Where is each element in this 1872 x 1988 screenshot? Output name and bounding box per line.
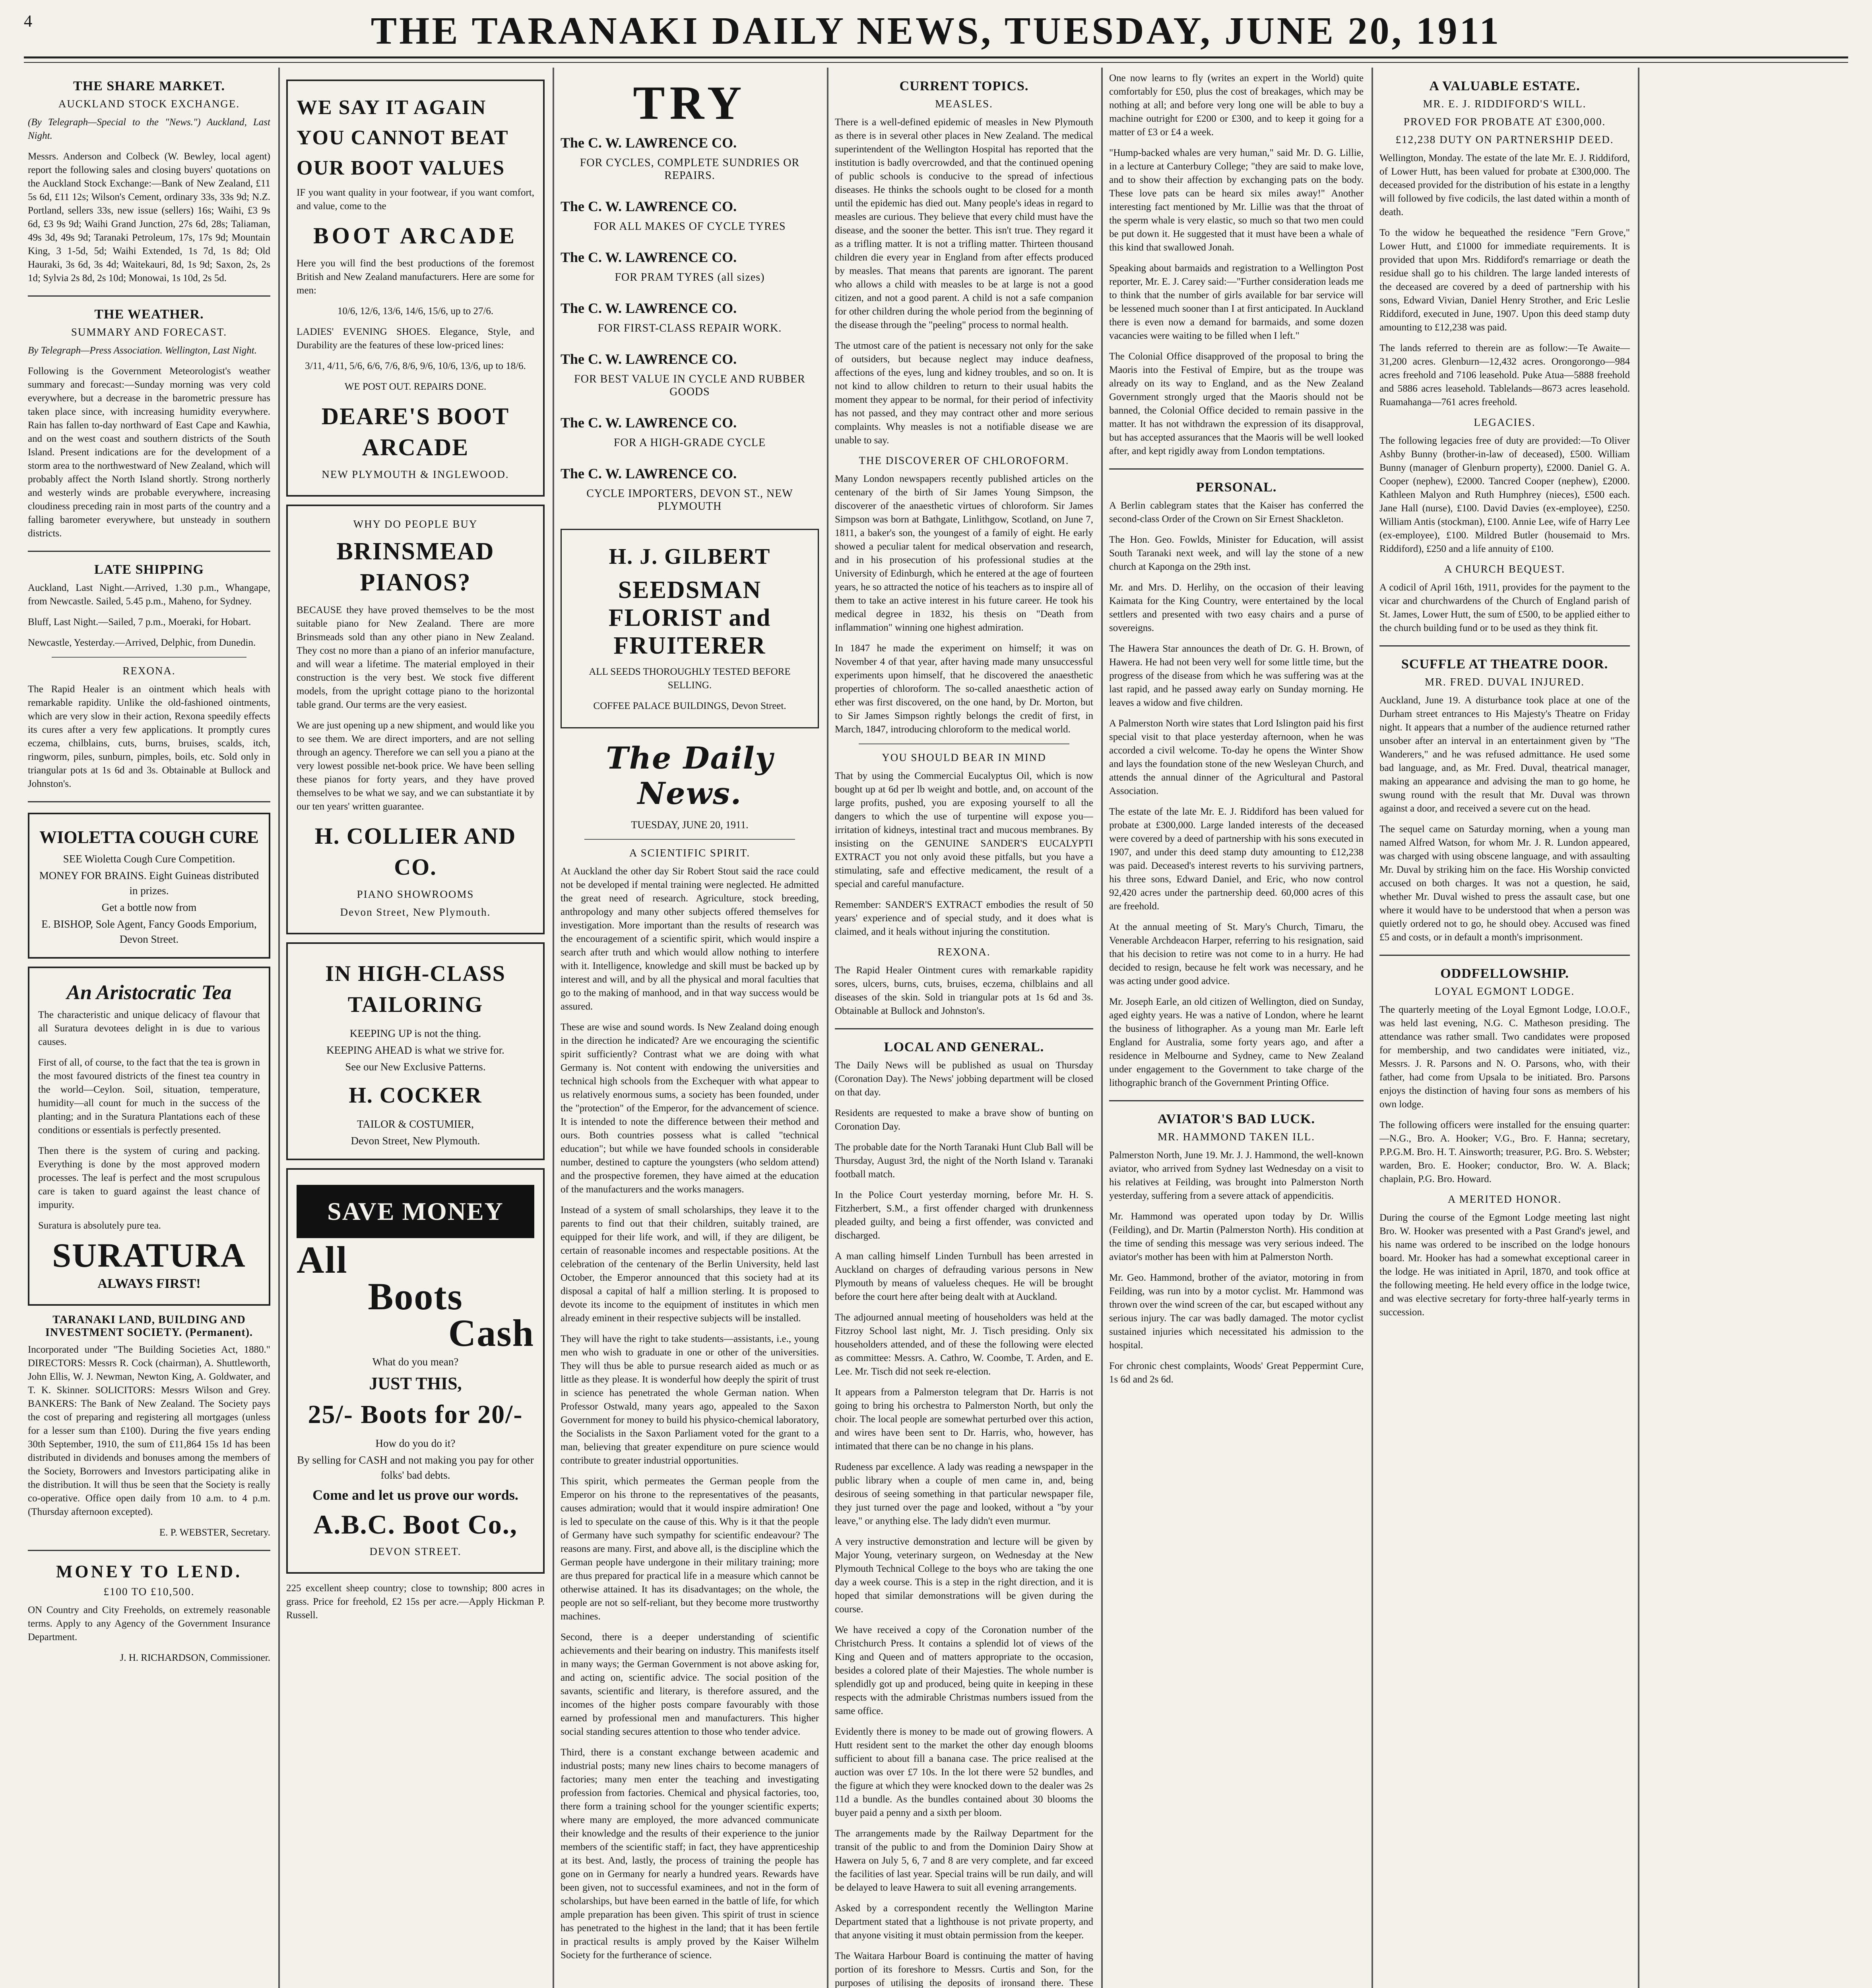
- column-divider: [827, 68, 828, 1988]
- leader-paragraph: Second, there is a deeper understanding of scientific achievements and their bearing on industry. This manifests itself in many ways; the German Government is not above asking for, and acting on, scientific advice. The social position of the savants, scientific and literary, is therefore assured, and the incomes of the higher posts compare favourably with those earned by professional men and manufacturers. This higher social standing secures attention to those who tender advice.: [561, 1632, 819, 1737]
- bear-in-mind-heading: YOU SHOULD BEAR IN MIND: [882, 751, 1046, 763]
- wioletta-line: E. BISHOP, Sole Agent, Fancy Goods Emporium, Devon Street.: [41, 918, 257, 945]
- aviator-paragraph: Mr. Geo. Hammond, brother of the aviator, motoring in from Feilding, was run into by a motor cyclist. Mr. Hammond was thrown over the wind screen of the car, but escaped without any serious injury. The car was badly damaged. The motor cyclist sustained injuries which necessitated his admission to the hospital.: [1109, 1272, 1364, 1351]
- abc-body: By selling for CASH and not making you pay for other folks' bad debts.: [297, 1454, 534, 1481]
- abc-cash: Cash: [448, 1312, 534, 1354]
- rexona-heading-2: REXONA.: [937, 946, 991, 958]
- shipping-heading: LATE SHIPPING: [94, 562, 204, 577]
- lawrence-tag: FOR PRAM TYRES (all sizes): [615, 271, 765, 283]
- abc-come: Come and let us prove our words.: [312, 1487, 518, 1503]
- lawrence-firm: The C. W. LAWRENCE CO.: [561, 300, 737, 316]
- deare-advert: [286, 80, 545, 497]
- lawrence-tag: FOR ALL MAKES OF CYCLE TYRES: [594, 220, 786, 233]
- deare-ladies: LADIES' EVENING SHOES. Elegance, Style, and Durability are the features of these low-priced lines:: [297, 326, 534, 351]
- estate-paragraph: Wellington, Monday. The estate of the late Mr. E. J. Riddiford, of Lower Hutt, has been valued for probate at £300,000. The deceased provided for the distribution of his estate in a lengthy will followed by five codicils, the last dated within a month of death.: [1379, 153, 1630, 217]
- abc-all: All: [297, 1239, 348, 1281]
- leader-heading: A SCIENTIFIC SPIRIT.: [629, 847, 751, 859]
- leader-paragraph: At Auckland the other day Sir Robert Stout said the race could not be developed if mental training were neglected. He admitted the great need of research. Agriculture, stock breeding, anthropology and many other subjects offered themselves for investigation. More important than the results of research was the encouragement of a scientific spirit, which would inspire a search after truth and which would allow nothing to interfere with it. Intelligence, knowledge and skill must be backed up by interest and will, and by all the physical and moral faculties that go to the making of manhood, and in that way success would be assured.: [561, 866, 819, 1012]
- gilbert-body: ALL SEEDS THOROUGHLY TESTED BEFORE SELLING.: [589, 666, 791, 691]
- share-market-subheading: AUCKLAND STOCK EXCHANGE.: [58, 98, 240, 110]
- cocker-line: KEEPING AHEAD is what we strive for.: [326, 1044, 504, 1056]
- suratura-body: The characteristic and unique delicacy of flavour that all Suratura devotees delight in is due to various causes.: [38, 1010, 260, 1047]
- wioletta-advert: [28, 813, 270, 959]
- column-6: [1379, 72, 1630, 1988]
- deare-headline: WE SAY IT AGAIN: [297, 96, 487, 119]
- local-paragraph: One now learns to fly (writes an expert in the World) quite comfortably for £50, plus the cost of breakages, which may be nothing at all; and before very long one will be able to buy a machine outright for £200 or £300, and to keep it going for a matter of £3 or £4 a week.: [1109, 73, 1364, 138]
- topics-paragraph: That by using the Commercial Eucalyptus Oil, which is now bought up at 6d per lb weight and bottle, and, on account of the large profits, pushed, you are exposing yourself to all the dangers to which the use of turpentine will expose you—irritation of kidneys, intestinal tract and mucous membranes. By insisting on the GENUINE SANDER'S EUCALYPTI EXTRACT you not only avoid these pitfalls, but you have a stimulating, safe and effective medicament, the result of a special and careful manufacture.: [835, 771, 1093, 889]
- collier-name: H. COLLIER AND CO.: [314, 823, 516, 880]
- column-divider: [1101, 68, 1103, 1988]
- lawrence-tag: FOR CYCLES, COMPLETE SUNDRIES OR REPAIRS.: [580, 157, 800, 182]
- cough-cure-note: For chronic chest complaints, Woods' Great Peppermint Cure, 1s 6d and 2s 6d.: [1109, 1361, 1364, 1385]
- abc-name: A.B.C. Boot Co.,: [313, 1509, 518, 1540]
- divider: [28, 801, 270, 802]
- brinsmead-body: We are just opening up a new shipment, and would like you to see them. We are direct importers, and are not selling through an agency. Therefore we can sell you a piano at the very lowest possible net-book price. We have been selling these pianos for forty years, and they have proved themselves to be what we say, and we can substantiate it by our ten years' written guarantee.: [297, 720, 534, 812]
- cocker-address: Devon Street, New Plymouth.: [351, 1135, 480, 1147]
- lawrence-tag: FOR A HIGH-GRADE CYCLE: [613, 437, 766, 449]
- sheep-country-advert: 225 excellent sheep country; close to township; 800 acres in grass. Price for freehold, £2 15s per acre.—Apply Hickman P. Russell.: [286, 1583, 545, 1621]
- suratura-headline: An Aristocratic Tea: [66, 981, 232, 1004]
- topics-paragraph: The Rapid Healer Ointment cures with remarkable rapidity sores, ulcers, burns, cuts, bruises, eczema, chilblains and all diseases of the skin. Sold in triangular pots at 1s 6d and 3s. Obtainable at Bullock and Johnston's.: [835, 965, 1093, 1016]
- lawrence-tag: FOR FIRST-CLASS REPAIR WORK.: [597, 322, 782, 334]
- wioletta-line: MONEY FOR BRAINS. Eight Guineas distributed in prizes.: [39, 870, 259, 897]
- estate-paragraph: The following legacies free of duty are provided:—To Oliver Ashby Bunny (brother-in-law of deceased), £500. William Bunny (manager of Glenburn property), £2000. Daniel G. A. Cooper (nephew), £2000. Tancred Cooper (nephew), £2000. Kathleen Malyon and Ruth Humphrey (nieces), £500 each. Jane Hall (nurse), £100. David Davies (ex-employee), £250. William Antis (stockman), £100. Annie Lee, wife of Harry Lee (ex-employee), £100. Mildred Butler (housemaid to Mrs. Riddiford), £250 and a life annuity of £100.: [1379, 435, 1630, 554]
- share-market-body: Messrs. Anderson and Colbeck (W. Bewley, local agent) report the following sales and closing buyers' quotations on the Auckland Stock Exchange:—Bank of New Zealand, £11 5s 6d, £11 12s; Wilson's Cement, ordinary 33s, 33s 9d; N.Z. Portland, sellers 33s, new issue (sellers) 16s; Waihi, £3 9s 6d, £3 9s 9d; Waihi Grand Junction, 27s 6d, 28s; Taliaman, 49s 3d, 49s 9d; Taranaki Petroleum, 17s, 17s 9d; Mountain King, 3 1-5d, 5d; Waihi Extended, 1s 7d, 1s 8d; Old Hauraki, 3s 6d, 3s 4d; Waitekauri, 8d, 1s 9d; Saxon, 2s, 2s 1d; Sylvia 2s 8d, 2s 10d; Monowai, 1s 10d, 2s 5d.: [28, 151, 270, 283]
- local-paragraph: Rudeness par excellence. A lady was reading a newspaper in the public library when a couple of men came in, and, being desirous of seeing something in that particular newspaper file, they just turned over the page and looked, without a "by your leave," or anything else. The lady didn't even murmur.: [835, 1462, 1093, 1526]
- lawrence-firm: The C. W. LAWRENCE CO.: [561, 198, 737, 214]
- abc-boots: Boots: [368, 1275, 463, 1318]
- masthead-rule: [24, 56, 1848, 58]
- wioletta-line: SEE Wioletta Cough Cure Competition.: [63, 853, 235, 865]
- current-topics-heading: CURRENT TOPICS.: [899, 79, 1029, 93]
- newspaper-date: TUESDAY, JUNE 20, 1911.: [631, 819, 749, 831]
- suratura-advert: [28, 967, 270, 1306]
- leader-paragraph: Instead of a system of small scholarships, they leave it to the parents to find out that their children, suitably trained, are equipped for their life work, and will, if they are diligent, be certain of reasonable incomes and respectable positions. At the celebration of the centenary of the Berlin University, held last October, the Emperor announced that this society had at its disposal a capital of half a million sterling. It is proposed to devote its income to the equipment of institutes in which men already eminent in their respective subjects will be installed.: [561, 1205, 819, 1324]
- newspaper-nameplate: The Daily News.: [606, 740, 774, 811]
- deare-body: Here you will find the best productions of the foremost British and New Zealand manufacturers. Here are some for men:: [297, 258, 534, 296]
- lawrence-firm: The C. W. LAWRENCE CO.: [561, 135, 737, 151]
- divider: [1379, 645, 1630, 646]
- wioletta-line: Get a bottle now from: [101, 901, 197, 913]
- topics-paragraph: In 1847 he made the experiment on himself; it was on November 4 of that year, after having made many unsuccessful experiments upon himself, that he discovered the anaesthetic properties of chloroform. The so-called anaesthetic action of ether was first discovered, on the one hand, by Dr. Morton, but to Sir James Simpson rightly belongs the credit of first, in March, 1847, introducing chloroform to the medical world.: [835, 643, 1093, 735]
- brinsmead-body: BECAUSE they have proved themselves to be the most suitable piano for New Zealand. There are more Brinsmeads sold than any other piano in New Zealand. They cost no more than a piano of an inferior manufacture, and will wear a lifetime. The material employed in their construction is the very best. We stock five different models, from the upright cottage piano to the horizontal table grand. Our terms are the very easiest.: [297, 605, 534, 710]
- topics-paragraph: The utmost care of the patient is necessary not only for the sake of outsiders, but because neglect may induce deafness, affections of the eyes, lung and kidney troubles, and so on. It is not kind to allow children to return to their usual habits the moment they appear to be normal, for their period of infectivity has not passed, and they may contract other and more serious complaints. Why measles is not a notifiable disease we are unable to say.: [835, 340, 1093, 446]
- oddfellowship-subheading: LOYAL EGMONT LODGE.: [1434, 985, 1575, 997]
- newspaper-title: THE TARANAKI DAILY NEWS, TUESDAY, JUNE 20, 1911: [371, 10, 1501, 52]
- personal-paragraph: The Hawera Star announces the death of Dr. G. H. Brown, of Hawera. He had not been very well for some little time, but the progress of the disease from which he was suffering was at the last rapid, and he passed away early on Sunday morning. He leaves a widow and five children.: [1109, 643, 1364, 708]
- topics-paragraph: Many London newspapers recently published articles on the centenary of the birth of Sir James Young Simpson, the discoverer of the anaesthetic virtues of chloroform. Sir James Simpson was born at Bathgate, Linlithgow, Scotland, on June 7, 1811, a baker's son, the youngest of a family of eight. He early showed a peculiar talent for medical observation and research, and in his prosecution of his professional studies at the University of Edinburgh, which he entered at the age of fourteen years, he so attracted the notice of his teachers as to inspire all of them to take an active interest in his future career. He took his medical degree in 1832, his thesis on "Death from inflammation" winning one highest admiration.: [835, 474, 1093, 633]
- estate-paragraph: The lands referred to therein are as follow:—Te Awaite—31,200 acres. Glenburn—12,432 acres. Orongorongo—984 acres freehold and 7106 leasehold. Puke Atua—5888 freehold and 5886 acres leasehold. Tablelands—8673 acres leasehold. Ruamahanga—761 acres freehold.: [1379, 343, 1630, 408]
- column-2: [286, 72, 545, 1988]
- building-society-heading: TARANAKI LAND, BUILDING AND INVESTMENT SOCIETY. (Permanent).: [45, 1314, 253, 1339]
- cocker-line: See our New Exclusive Patterns.: [345, 1061, 486, 1073]
- wioletta-name: WIOLETTA COUGH CURE: [39, 827, 259, 847]
- deare-prices: 3/11, 4/11, 5/6, 6/6, 7/6, 8/6, 9/6, 10/6, 13/6, up to 18/6.: [305, 361, 526, 371]
- deare-headline: YOU CANNOT BEAT: [297, 126, 509, 149]
- local-paragraph: It appears from a Palmerston telegram that Dr. Harris is not going to bring his orchestra to Palmerston North, but only the choir. The local people are somewhat perturbed over this action, and wires have been sent to Dr. Harris, who, however, has intimated that there can be no change in his plans.: [835, 1387, 1093, 1452]
- deare-headline: OUR BOOT VALUES: [297, 157, 505, 179]
- scuffle-paragraph: Auckland, June 19. A disturbance took place at one of the Durham street entrances to His Majesty's Theatre on Friday night. It appears that a number of the audience returned rather unsober after an interval in an entertainment given by "The Wanderers," and he was refused admittance. He used some bad language, and, as Mr. Fred. Duval, theatrical manager, making an appearance and advising the man to go home, he swung round with the result that Mr. Duval was thrown against a door, and received a severe cut on the head.: [1379, 695, 1630, 814]
- shipping-body-3: Newcastle, Yesterday.—Arrived, Delphic, from Dunedin.: [28, 637, 256, 648]
- local-paragraph: We have received a copy of the Coronation number of the Christchurch Press. It contains a splendid lot of views of the King and Queen and of matters appropriate to the occasion, besides a colored plate of their Majesties. The whole number is splendidly got up and produced, being quite in keeping in these respects with the admirable Christmas numbers issued from the same office.: [835, 1625, 1093, 1716]
- lawrence-firm: The C. W. LAWRENCE CO.: [561, 415, 737, 431]
- weather-dateline: By Telegraph—Press Association. Wellington, Last Night.: [28, 345, 257, 356]
- gilbert-advert: [561, 529, 819, 728]
- aviator-paragraph: Mr. Hammond was operated upon today by Dr. Willis (Feilding), and Dr. Martin (Palmerston North). His condition at the time of sending this message was very serious indeed. The aviator's mother has been with him at Palmerston North.: [1109, 1211, 1364, 1262]
- leader-paragraph: Third, there is a constant exchange between academic and industrial posts; many new lines chairs to become managers of factories; many men enter the teaching and investigating profession from factories. Chemical and physical factories, too, there form a training school for the younger scientific experts; where many are employed, the more advanced communicate their knowledge and the results of their experience to the junior members of the scientific staff; in fact, they have apprenticeship at its best. And, lastly, the process of training the people has gone on in Germany for nearly a hundred years. Rewards have been given, not to successful examinees, and not in the form of scholarships, but have been earned in the battle of life, for which ample preparation has been given. This spirit of trust in science has penetrated to the highest in the land; that it has been fertile in practical results is amply proved by the Kaiser Wilhelm Society for the furtherance of science.: [561, 1747, 819, 1961]
- divider: [28, 551, 270, 552]
- leader-paragraph: They will have the right to take students—assistants, i.e., young men who wish to graduate in one or other of the universities. They will thus be able to pursue research aided as much or as little as they please. It is wonderful how deeply the spirit of trust in science has penetrated the whole German nation. When Professor Ostwald, many years ago, appealed to the Saxon Government for money to build his physico-chemical laboratory, the Socialists in the Saxon Parliament voted for the grant to a man, believing that greater expenditure on pure science would contribute to greater industrial opportunities.: [561, 1334, 819, 1466]
- estate-heading: A VALUABLE ESTATE.: [1429, 79, 1580, 93]
- save-money-banner: [297, 1185, 534, 1238]
- shipping-body-1: Auckland, Last Night.—Arrived, 1.30 p.m., Whangape, from Newcastle. Sailed, 5.45 p.m., Maheno, for Sydney.: [28, 582, 270, 607]
- aviator-heading: AVIATOR'S BAD LUCK.: [1158, 1112, 1315, 1126]
- money-to-lend-body: ON Country and City Freeholds, on extremely reasonable terms. Apply to any Agency of the Government Insurance Department.: [28, 1605, 270, 1642]
- brinsmead-question: WHY DO PEOPLE BUY: [353, 518, 478, 530]
- weather-heading: THE WEATHER.: [94, 307, 204, 322]
- personal-paragraph: The Hon. Geo. Fowlds, Minister for Education, will assist South Taranaki next week, and will lay the stone of a new church at Kaponga on the 29th inst.: [1109, 534, 1364, 572]
- column-5: [1109, 72, 1364, 1988]
- local-paragraph: The adjourned annual meeting of householders was held at the Fitzroy School last night, Mr. J. Tisch presiding. Only six householders attended, and of these the following were elected as committee: Messrs. A. Cathro, W. Coombe, T. Arden, and E. Lee. Mr. Tisch did not seek re-election.: [835, 1312, 1093, 1377]
- abc-address: DEVON STREET.: [369, 1545, 462, 1557]
- local-paragraph: The arrangements made by the Railway Department for the transit of the public to and from the Dominion Dairy Show at Hawera on July 5, 6, 7 and 8 are very complete, and far exceed the facilities of last year. Special trains will be run daily, and will be delayed to leave Hawera to suit all evening arrangements.: [835, 1828, 1093, 1893]
- building-society-body: Incorporated under "The Building Societies Act, 1880." DIRECTORS: Messrs R. Cock (chairman), A. Shuttleworth, John Ellis, W. J. Newman, Newton King, A. Goldwater, and T. K. Skinner. SOLICITORS: Messrs Wilson and Grey. BANKERS: The Bank of New Zealand. The Society pays the cost of preparing and registering all mortgages (unless for a lesser sum than £100). During the five years ending 30th September, 1910, the sum of £11,864 15s 1d has been distributed in dividends and bonuses among the members of the Society, Borrowers and Investors participating alike in the distribution. It will thus be seen that the Society is really co-operative. Office open daily from 10 a.m. to 4 p.m. (Thursday afternoon excepted).: [28, 1344, 270, 1517]
- weather-body: Following is the Government Meteorologist's weather summary and forecast:—Sunday morning was very cold everywhere, but a decrease in the barometric pressure has taken place since, with increasing humidity everywhere. Rain has fallen to-day northward of East Cape and Kawhia, and on the west coast and southern districts of the South Island. Present indications are for the development of a storm area to the northwestward of New Zealand, which will probably affect the North Island shortly. Strong northerly and westerly winds are probable everywhere, increasing cloudiness preceding rain in most parts of the country and a falling barometer everywhere, but unsteady in southern districts.: [28, 366, 270, 539]
- column-divider: [278, 68, 280, 1988]
- abc-question-2: How do you do it?: [375, 1437, 456, 1449]
- local-paragraph: The probable date for the North Taranaki Hunt Club Ball will be Thursday, August 3rd, the night of the North Island v. Taranaki football match.: [835, 1142, 1093, 1180]
- oddfellowship-heading: ODDFELLOWSHIP.: [1440, 966, 1569, 981]
- cocker-role: TAILOR & COSTUMIER,: [357, 1118, 474, 1130]
- gilbert-address: COFFEE PALACE BUILDINGS, Devon Street.: [593, 701, 786, 711]
- brinsmead-name: BRINSMEAD PIANOS?: [336, 538, 495, 596]
- church-bequest-heading: A CHURCH BEQUEST.: [1444, 563, 1565, 575]
- topics-paragraph: Remember: SANDER'S EXTRACT embodies the result of 50 years' experience and of special study, and it does what is claimed, and it heals without injuring the constitution.: [835, 899, 1093, 937]
- local-paragraph: The Daily News will be published as usual on Thursday (Coronation Day). The News' jobbing department will be closed on that day.: [835, 1060, 1093, 1098]
- divider: [28, 1550, 270, 1551]
- personal-paragraph: At the annual meeting of St. Mary's Church, Timaru, the Venerable Archdeacon Harper, referring to his resignation, said that his decision to retire was not come to in a hurry. He had decided to resign, because he felt work was necessary, and he was acting under good advice.: [1109, 922, 1364, 986]
- lawrence-tag: FOR BEST VALUE IN CYCLE AND RUBBER GOODS: [574, 373, 805, 398]
- local-paragraph: Residents are requested to make a brave show of bunting on Coronation Day.: [835, 1108, 1093, 1132]
- cocker-headline: IN HIGH-CLASS TAILORING: [325, 961, 506, 1017]
- lawrence-advert: [561, 76, 819, 513]
- aviator-subheading: MR. HAMMOND TAKEN ILL.: [1157, 1131, 1315, 1143]
- lawrence-firm: The C. W. LAWRENCE CO.: [561, 351, 737, 367]
- estate-subheading: MR. E. J. RIDDIFORD'S WILL.: [1423, 98, 1587, 110]
- local-paragraph: A man calling himself Linden Turnbull has been arrested in Auckland on charges of defrauding various persons in New Plymouth by means of valueless cheques. He will be brought before the court here after being dealt with at Auckland.: [835, 1251, 1093, 1302]
- legacies-heading: LEGACIES.: [1474, 416, 1536, 428]
- local-general-heading: LOCAL AND GENERAL.: [884, 1040, 1044, 1054]
- divider: [835, 1028, 1093, 1029]
- aviator-paragraph: Palmerston North, June 19. Mr. J. J. Hammond, the well-known aviator, who arrived from Sydney last Wednesday on a visit to his relatives at Feilding, was brought into Palmerston North yesterday, suffering from a severe attack of appendicitis.: [1109, 1150, 1364, 1201]
- share-market-heading: THE SHARE MARKET.: [73, 79, 225, 93]
- suratura-body: Then there is the system of curing and packing. Everything is done by the most approved modern processes. The leaf is perfect and the most scrupulous care is taken to guard against the least chance of impurity.: [38, 1145, 260, 1210]
- money-to-lend-signature: J. H. RICHARDSON, Commissioner.: [120, 1652, 270, 1663]
- column-1: [28, 72, 270, 1988]
- column-divider: [1372, 68, 1373, 1988]
- column-divider: [553, 68, 554, 1988]
- lawrence-firm: The C. W. LAWRENCE CO.: [561, 249, 737, 265]
- local-paragraph: "Hump-backed whales are very human," said Mr. D. G. Lillie, in a lecture at Canterbury College; "they are said to make love, and to show their affection by exchanging pats on the body. These love pats can be heard six miles away!" Another interesting fact mentioned by Mr. Lillie was that the throat of the sperm whale is very elastic, so much so that two men could be put down it. He suggested that it must have been a whale of this kind that swallowed Jonah.: [1109, 148, 1364, 253]
- divider: [1379, 955, 1630, 956]
- oddfellowship-paragraph: The following officers were installed for the ensuing quarter:—N.G., Bro. A. Hooker; V.G., Bro. F. Hanna; secretary, P.P.G.M. Bro. H. T. Ainsworth; treasurer, P.G. Bro. S. Webster; warden, Bro. E. Hooker; conductor, Bro. W. A. Black; chaplain, P.G. Bro. Howard.: [1379, 1120, 1630, 1184]
- weather-subheading: SUMMARY AND FORECAST.: [71, 326, 227, 338]
- masthead: [24, 4, 1848, 56]
- rexona-body: The Rapid Healer is an ointment which heals with remarkable rapidity. Unlike the old-fashioned ointments, which are very slow in their action, Rexona speedily effects its cures after a very few applications. It promptly cures eczema, chilblains, cuts, burns, bruises, scalds, itch, ringworm, piles, sunburn, pimples, boils, etc. Sold only in triangular pots at 1s 6d and 3s. Obtainable at Bullock and Johnston's.: [28, 684, 270, 789]
- measles-heading: MEASLES.: [935, 98, 993, 110]
- divider: [28, 295, 270, 297]
- masthead-rule-thin: [24, 62, 1848, 63]
- money-to-lend-heading: MONEY TO LEND.: [56, 1562, 242, 1581]
- personal-paragraph: Mr. Joseph Earle, an old citizen of Wellington, died on Sunday, aged eighty years. He was a native of London, where he learnt the business of lithographer. As a young man Mr. Earle left England for Australia, some forty years ago, and after a residence in Melbourne and Sydney, came to New Zealand under engagement to the Government to take charge of the lithographic branch of the Government Printing Office.: [1109, 996, 1364, 1088]
- topics-paragraph: There is a well-defined epidemic of measles in New Plymouth as there is in several other places in New Zealand. The medical superintendent of the Wellington Hospital has reported that the institution is badly overcrowded, and that the continued opening of public schools is conducive to the spread of infectious diseases. He thinks the schools ought to be closed for a month until the epidemic has died out. Many people's ideas in regard to measles are curious. They believe that every child must have the disease, and the sooner the better. This isn't true. They regard it as a trifling matter. It is not a trifling matter. Thirteen thousand children die every year in England from after effects produced by measles. That means that parents are ignorant. The parent who allows a child with measles to be at large is not a good citizen, and not a good parent. A child is not a safe companion for other children during the whole period from the beginning of the disease through the "peeling" process to normal health.: [835, 117, 1093, 330]
- deare-address: NEW PLYMOUTH & INGLEWOOD.: [322, 468, 509, 480]
- abc-question: What do you mean?: [372, 1356, 459, 1368]
- oddfellowship-paragraph: During the course of the Egmont Lodge meeting last night Bro. W. Hooker was presented with a Past Grand's jewel, and his name was ordered to be inscribed on the lodge honours board. Mr. Hooker has had a somewhat exceptional career in the lodge. He was initiated in April, 1870, and took office at the following meeting. He held every office in the lodge twice, and was elective secretary for forty-three half-yearly terms in succession.: [1379, 1212, 1630, 1318]
- money-to-lend-amount: £100 TO £10,500.: [103, 1586, 195, 1598]
- column-divider: [1638, 68, 1639, 1988]
- local-paragraph: In the Police Court yesterday morning, before Mr. H. S. Fitzherbert, S.M., a first offender charged with drunkenness pleaded guilty, and being a first offender, was convicted and discharged.: [835, 1190, 1093, 1241]
- estate-subheading: PROVED FOR PROBATE AT £300,000.: [1403, 116, 1606, 128]
- deare-arcade: BOOT ARCADE: [313, 223, 518, 248]
- chloroform-heading: THE DISCOVERER OF CHLOROFORM.: [859, 454, 1069, 466]
- deare-body: IF you want quality in your footwear, if you want comfort, and value, come to the: [297, 187, 534, 212]
- personal-paragraph: Mr. and Mrs. D. Herlihy, on the occasion of their leaving Kaimata for the King Country, were entertained by the local settlers and presented with two easy chairs and a purse of sovereigns.: [1109, 582, 1364, 633]
- rexona-heading: REXONA.: [122, 665, 176, 677]
- try-headline: TRY: [633, 76, 747, 129]
- estate-paragraph: To the widow he bequeathed the residence "Fern Grove," Lower Hutt, and £1000 for immediate requirements. It is provided that upon Mrs. Riddiford's remarriage or death the residue shall go to his children. The large landed interests of the deceased are covered by a deed of partnership with his sons, Edward Vivian, Daniel Henry Strother, and Eric Leslie Riddiford, executed in June, 1907. Upon this deed stamp duty amounting to £12,238 was paid.: [1379, 227, 1630, 333]
- divider: [52, 657, 246, 658]
- suratura-body: Suratura is absolutely pure tea.: [38, 1220, 161, 1231]
- suratura-tagline: ALWAYS FIRST!: [97, 1276, 201, 1291]
- cocker-line: KEEPING UP is not the thing.: [349, 1027, 481, 1039]
- local-paragraph: Asked by a correspondent recently the Wellington Marine Department stated that a lighthouse is not private property, and that anyone visiting it must obtain permission from the keeper.: [835, 1903, 1093, 1941]
- estate-paragraph: A codicil of April 16th, 1911, provides for the payment to the vicar and churchwardens of the Church of England parish of St. James, Lower Hutt, the sum of £500, to be applied either to the church building fund or to be used as they think fit.: [1379, 582, 1630, 633]
- cocker-name: H. COCKER: [349, 1083, 482, 1108]
- column-4: [835, 72, 1093, 1988]
- gilbert-name: H. J. GILBERT: [609, 544, 771, 569]
- brinsmead-advert: [286, 505, 545, 934]
- building-society-signature: E. P. WEBSTER, Secretary.: [159, 1527, 270, 1538]
- local-paragraph: The Colonial Office disapproved of the proposal to bring the Maoris into the Festival of Empire, but as the troupe was already on its way to England, and as the New Zealand Government strongly urged that the Maoris should not be banned, the Colonial Office decided to remain passive in the matter. It has not withdrawn the expression of its disapproval, but has accepted assurances that the Maoris will be well looked after, and kept rigidly away from London temptations.: [1109, 351, 1364, 456]
- divider: [584, 839, 795, 840]
- local-paragraph: Speaking about barmaids and registration to a Wellington Post reporter, Mr. E. J. Carey said:—"Further consideration leads me to think that the number of girls available for bar service will be lessened much sooner than I at first anticipated. In Auckland there is even now a demand for barmaids, and some dozen vacancies were waiting to be filled when I left.": [1109, 263, 1364, 341]
- leader-paragraph: These are wise and sound words. Is New Zealand doing enough in the direction he indicated? Are we encouraging the scientific spirit sufficiently? Contrast what we are doing with what Germany is. Not content with endowing the universities and technical high schools from the Exchequer with what appear to us relatively enormous sums, a society has been founded, under the "protection" of the Emperor, for the advancement of science. It is intended to note the difference between their method and ours. Both countries possess what is called "technical education"; but while we have founded schools in considerable number, destined to capture the youngsters (who seldom attend) and the prospective foremen, they have aimed at the education of the manufacturers and the works managers.: [561, 1022, 819, 1195]
- local-paragraph: Evidently there is money to be made out of growing flowers. A Hutt resident sent to the market the other day enough blooms sufficient to about fill a banana case. The price realised at the auction was over £7 10s. In the lot there were 52 bundles, and the figure at which they were knocked down to the dealer was 2s 11d a bundle. As the bundles contained about 30 blooms the buyer paid a penny and a sixth per bloom.: [835, 1726, 1093, 1818]
- cocker-advert: [286, 942, 545, 1160]
- deare-post: WE POST OUT. REPAIRS DONE.: [344, 381, 487, 392]
- abc-just: JUST THIS,: [369, 1374, 462, 1393]
- merited-honor-heading: A MERITED HONOR.: [1447, 1193, 1562, 1205]
- divider: [1109, 1100, 1364, 1101]
- personal-paragraph: The estate of the late Mr. E. J. Riddiford has been valued for probate at £300,000. Large landed interests of the deceased were covered by a deed of partnership with his sons executed in 1907, and under this deed stamp duty amounting to £12,238 was paid. Deceased's interest reverts to his surviving partners, his three sons, Edward Daniel, and Eric, who now control 92,420 acres under the partnership deed. 60,000 acres of this are freehold.: [1109, 806, 1364, 912]
- collier-address: Devon Street, New Plymouth.: [340, 906, 491, 918]
- local-paragraph: The Waitara Harbour Board is continuing the matter of having portion of its foreshore to Messrs. Curtis and Son, for the purposes of utilising the deposits of ironsand there. These: [835, 1951, 1093, 1988]
- estate-subheading: £12,238 DUTY ON PARTNERSHIP DEED.: [1395, 134, 1614, 146]
- personal-paragraph: A Berlin cablegram states that the Kaiser has conferred the second-class Order of the Crown on Sir Ernest Shackleton.: [1109, 500, 1364, 524]
- lawrence-tag: CYCLE IMPORTERS, DEVON ST., NEW PLYMOUTH: [586, 487, 793, 513]
- personal-heading: PERSONAL.: [1196, 480, 1277, 495]
- scuffle-subheading: MR. FRED. DUVAL INJURED.: [1424, 676, 1585, 688]
- gilbert-trade: SEEDSMAN FLORIST and FRUITERER: [608, 577, 771, 659]
- lawrence-firm: The C. W. LAWRENCE CO.: [561, 466, 737, 481]
- column-3: [561, 72, 819, 1988]
- local-paragraph: A very instructive demonstration and lecture will be given by Major Young, veterinary surgeon, on Wednesday at the New Plymouth Technical College to the boys who are taking the one day a week course. This is a step in the right direction, and it is hoped that similar demonstrations will be given during the course.: [835, 1536, 1093, 1615]
- personal-paragraph: A Palmerston North wire states that Lord Islington paid his first special visit to that place yesterday afternoon, when he was accorded a civil welcome. To-day he opens the Winter Show and lays the foundation stone of the new Wesleyan Church, and attends the annual dinner of the Agricultural and Pastoral Association.: [1109, 718, 1364, 796]
- deare-prices: 10/6, 12/6, 13/6, 14/6, 15/6, up to 27/6.: [337, 306, 494, 316]
- save-money-text: SAVE MONEY: [327, 1197, 504, 1225]
- share-market-dateline: (By Telegraph—Special to the "News.") Auckland, Last Night.: [28, 117, 270, 141]
- suratura-brand: SURATURA: [52, 1236, 246, 1274]
- deare-name: DEARE'S BOOT ARCADE: [321, 403, 510, 460]
- abc-boot-advert: [286, 1168, 545, 1574]
- scuffle-heading: SCUFFLE AT THEATRE DOOR.: [1401, 657, 1608, 672]
- oddfellowship-paragraph: The quarterly meeting of the Loyal Egmont Lodge, I.O.O.F., was held last evening, N.G. C. Matheson presiding. The attendance was rather small. Two candidates were proposed for membership, and two candidates were initiated, viz., Messrs. J. R. Parsons and N. O. Parsons, who, with their father, had come from Upsala to be initiated. Bro. Parsons enjoys the distinction of having four sons as members of his own lodge.: [1379, 1004, 1630, 1110]
- scuffle-paragraph: The sequel came on Saturday morning, when a young man named Alfred Watson, for whom Mr. J. R. Lundon appeared, was charged with using obscene language, and with assaulting Mr. Duval by striking him on the face. His Worship convicted accused on both charges. It was not a question, he said, whether Mr. Duval wished to press the assault case, but one where it would have to be understood that when a person was quietly ordered not to go, he should obey. Accused was fined £5 and costs, or in default a month's imprisonment.: [1379, 824, 1630, 943]
- shipping-body-2: Bluff, Last Night.—Sailed, 7 p.m., Moeraki, for Hobart.: [28, 617, 251, 627]
- page-number: 4: [24, 12, 32, 31]
- divider: [1109, 468, 1364, 470]
- abc-price: 25/- Boots for 20/-: [308, 1400, 523, 1429]
- leader-paragraph: This spirit, which permeates the German people from the Emperor on his throne to the representatives of the peasants, causes admiration; would that it would inspire admiration! One is led to speculate on the cause of this. Why is it that the people of Germany have such sympathy for scientific endeavour? The reasons are many. First, and above all, is the discipline which the German people have undergone in their military training; more are thus prepared for practical life in a measure which cannot be otherwise attained. It has its disadvantages; on the whole, the people are not so self-reliant, but they become more trustworthy machines.: [561, 1476, 819, 1622]
- suratura-body: First of all, of course, to the fact that the tea is grown in the most favoured districts of the finest tea country in the world—Ceylon. Soil, situation, temperature, humidity—all count for much in the success of the planting; and in the Suratura Plantations each of these conditions or essentials is perfectly presented.: [38, 1057, 260, 1136]
- collier-showrooms: PIANO SHOWROOMS: [357, 888, 474, 900]
